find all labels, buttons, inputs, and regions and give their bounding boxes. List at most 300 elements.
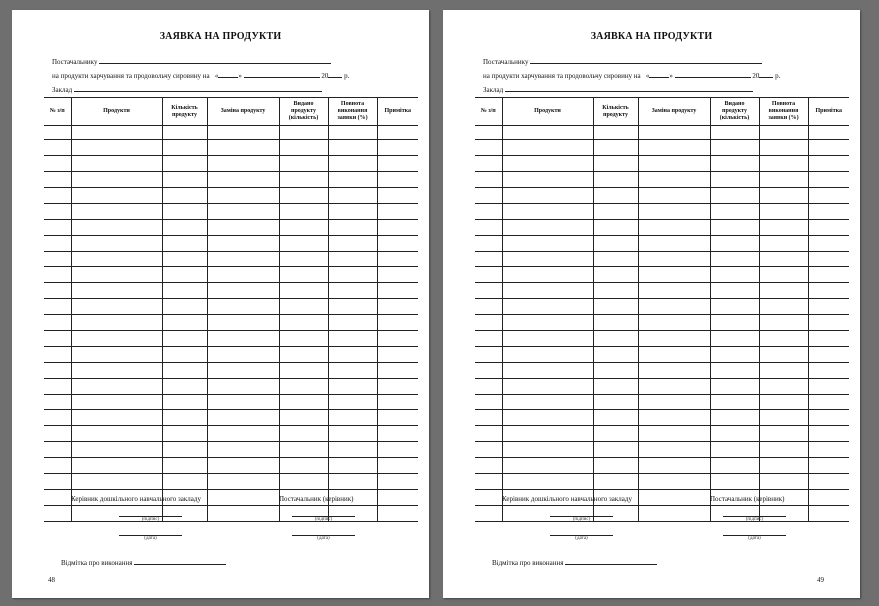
table-cell[interactable]: [279, 442, 328, 458]
table-cell[interactable]: [328, 251, 377, 267]
table-cell[interactable]: [279, 235, 328, 251]
table-cell[interactable]: [475, 458, 502, 474]
table-cell[interactable]: [593, 267, 638, 283]
table-cell[interactable]: [377, 330, 418, 346]
execution-mark-blank[interactable]: [134, 557, 226, 565]
table-cell[interactable]: [808, 442, 849, 458]
table-cell[interactable]: [475, 299, 502, 315]
table-cell[interactable]: [279, 156, 328, 172]
table-cell[interactable]: [759, 299, 808, 315]
table-cell[interactable]: [71, 315, 162, 331]
table-cell[interactable]: [475, 172, 502, 188]
table-cell[interactable]: [475, 283, 502, 299]
table-cell[interactable]: [377, 410, 418, 426]
table-cell[interactable]: [710, 458, 759, 474]
table-cell[interactable]: [44, 126, 71, 140]
table-cell[interactable]: [638, 315, 710, 331]
table-cell[interactable]: [44, 315, 71, 331]
table-cell[interactable]: [44, 187, 71, 203]
table-cell[interactable]: [475, 378, 502, 394]
table-cell[interactable]: [279, 474, 328, 490]
table-cell[interactable]: [710, 219, 759, 235]
table-cell[interactable]: [808, 140, 849, 156]
table-cell[interactable]: [377, 442, 418, 458]
table-cell[interactable]: [328, 362, 377, 378]
table-cell[interactable]: [162, 299, 207, 315]
table-cell[interactable]: [808, 156, 849, 172]
table-cell[interactable]: [475, 267, 502, 283]
table-cell[interactable]: [377, 283, 418, 299]
table-cell[interactable]: [475, 235, 502, 251]
table-cell[interactable]: [328, 394, 377, 410]
table-cell[interactable]: [502, 378, 593, 394]
table-cell[interactable]: [502, 267, 593, 283]
table-cell[interactable]: [162, 378, 207, 394]
table-cell[interactable]: [162, 346, 207, 362]
table-cell[interactable]: [279, 330, 328, 346]
table-cell[interactable]: [279, 140, 328, 156]
table-cell[interactable]: [279, 378, 328, 394]
table-cell[interactable]: [162, 283, 207, 299]
table-cell[interactable]: [71, 426, 162, 442]
table-cell[interactable]: [759, 330, 808, 346]
table-cell[interactable]: [162, 156, 207, 172]
table-cell[interactable]: [328, 426, 377, 442]
table-cell[interactable]: [502, 330, 593, 346]
table-cell[interactable]: [710, 235, 759, 251]
table-cell[interactable]: [593, 251, 638, 267]
table-cell[interactable]: [759, 458, 808, 474]
table-cell[interactable]: [710, 172, 759, 188]
institution-blank[interactable]: [505, 84, 753, 92]
table-cell[interactable]: [162, 442, 207, 458]
table-cell[interactable]: [759, 362, 808, 378]
table-cell[interactable]: [44, 267, 71, 283]
table-cell[interactable]: [162, 235, 207, 251]
table-cell[interactable]: [710, 315, 759, 331]
table-cell[interactable]: [44, 458, 71, 474]
table-cell[interactable]: [475, 426, 502, 442]
table-cell[interactable]: [279, 394, 328, 410]
table-cell[interactable]: [808, 299, 849, 315]
table-cell[interactable]: [475, 315, 502, 331]
table-cell[interactable]: [207, 362, 279, 378]
table-cell[interactable]: [44, 474, 71, 490]
table-cell[interactable]: [377, 203, 418, 219]
table-cell[interactable]: [279, 426, 328, 442]
table-cell[interactable]: [44, 251, 71, 267]
table-cell[interactable]: [502, 140, 593, 156]
table-cell[interactable]: [502, 458, 593, 474]
table-cell[interactable]: [71, 126, 162, 140]
table-cell[interactable]: [328, 203, 377, 219]
table-cell[interactable]: [502, 172, 593, 188]
table-cell[interactable]: [638, 378, 710, 394]
table-cell[interactable]: [279, 126, 328, 140]
table-cell[interactable]: [207, 187, 279, 203]
table-cell[interactable]: [710, 126, 759, 140]
table-cell[interactable]: [328, 458, 377, 474]
table-cell[interactable]: [502, 474, 593, 490]
table-cell[interactable]: [377, 315, 418, 331]
table-cell[interactable]: [44, 505, 71, 521]
table-cell[interactable]: [759, 203, 808, 219]
table-cell[interactable]: [207, 474, 279, 490]
table-cell[interactable]: [279, 187, 328, 203]
table-cell[interactable]: [71, 187, 162, 203]
table-cell[interactable]: [71, 156, 162, 172]
table-cell[interactable]: [162, 203, 207, 219]
table-cell[interactable]: [593, 378, 638, 394]
table-cell[interactable]: [162, 251, 207, 267]
table-cell[interactable]: [502, 283, 593, 299]
table-cell[interactable]: [710, 362, 759, 378]
table-cell[interactable]: [44, 346, 71, 362]
table-cell[interactable]: [207, 426, 279, 442]
table-cell[interactable]: [377, 219, 418, 235]
table-cell[interactable]: [638, 126, 710, 140]
table-cell[interactable]: [71, 346, 162, 362]
table-cell[interactable]: [710, 426, 759, 442]
table-cell[interactable]: [328, 442, 377, 458]
table-cell[interactable]: [279, 283, 328, 299]
table-cell[interactable]: [377, 489, 418, 505]
table-cell[interactable]: [71, 330, 162, 346]
table-cell[interactable]: [593, 140, 638, 156]
table-cell[interactable]: [377, 394, 418, 410]
table-cell[interactable]: [207, 235, 279, 251]
table-cell[interactable]: [808, 235, 849, 251]
table-cell[interactable]: [207, 203, 279, 219]
table-cell[interactable]: [207, 410, 279, 426]
table-cell[interactable]: [279, 458, 328, 474]
table-cell[interactable]: [759, 474, 808, 490]
table-cell[interactable]: [475, 140, 502, 156]
table-cell[interactable]: [328, 283, 377, 299]
month-blank[interactable]: [675, 70, 751, 78]
table-cell[interactable]: [377, 126, 418, 140]
year-blank[interactable]: [328, 70, 342, 78]
table-cell[interactable]: [638, 172, 710, 188]
table-cell[interactable]: [377, 426, 418, 442]
table-cell[interactable]: [475, 251, 502, 267]
table-cell[interactable]: [279, 315, 328, 331]
table-cell[interactable]: [162, 458, 207, 474]
table-cell[interactable]: [475, 474, 502, 490]
table-cell[interactable]: [502, 394, 593, 410]
table-cell[interactable]: [71, 140, 162, 156]
table-cell[interactable]: [475, 156, 502, 172]
table-cell[interactable]: [808, 426, 849, 442]
table-cell[interactable]: [475, 505, 502, 521]
table-cell[interactable]: [638, 410, 710, 426]
table-cell[interactable]: [808, 362, 849, 378]
table-cell[interactable]: [593, 219, 638, 235]
table-cell[interactable]: [759, 378, 808, 394]
table-cell[interactable]: [71, 458, 162, 474]
table-cell[interactable]: [71, 235, 162, 251]
table-cell[interactable]: [638, 251, 710, 267]
table-cell[interactable]: [44, 140, 71, 156]
table-cell[interactable]: [502, 187, 593, 203]
table-cell[interactable]: [279, 219, 328, 235]
table-cell[interactable]: [710, 156, 759, 172]
table-cell[interactable]: [808, 219, 849, 235]
table-cell[interactable]: [328, 410, 377, 426]
table-cell[interactable]: [710, 299, 759, 315]
table-cell[interactable]: [207, 126, 279, 140]
table-cell[interactable]: [162, 140, 207, 156]
table-cell[interactable]: [638, 187, 710, 203]
table-cell[interactable]: [328, 219, 377, 235]
table-cell[interactable]: [593, 283, 638, 299]
table-cell[interactable]: [808, 346, 849, 362]
table-cell[interactable]: [207, 156, 279, 172]
table-cell[interactable]: [759, 219, 808, 235]
table-cell[interactable]: [808, 283, 849, 299]
table-cell[interactable]: [162, 315, 207, 331]
table-cell[interactable]: [475, 187, 502, 203]
table-cell[interactable]: [328, 346, 377, 362]
table-cell[interactable]: [207, 315, 279, 331]
table-cell[interactable]: [808, 126, 849, 140]
table-cell[interactable]: [279, 346, 328, 362]
table-cell[interactable]: [207, 283, 279, 299]
table-cell[interactable]: [710, 410, 759, 426]
table-cell[interactable]: [593, 156, 638, 172]
table-cell[interactable]: [638, 140, 710, 156]
table-cell[interactable]: [808, 203, 849, 219]
table-cell[interactable]: [808, 474, 849, 490]
table-cell[interactable]: [475, 219, 502, 235]
table-cell[interactable]: [759, 346, 808, 362]
table-cell[interactable]: [162, 474, 207, 490]
supplier-blank[interactable]: [530, 56, 762, 64]
table-cell[interactable]: [808, 172, 849, 188]
day-blank[interactable]: [218, 70, 238, 78]
table-cell[interactable]: [638, 505, 710, 521]
table-cell[interactable]: [44, 426, 71, 442]
table-cell[interactable]: [593, 458, 638, 474]
table-cell[interactable]: [44, 235, 71, 251]
table-cell[interactable]: [710, 378, 759, 394]
table-cell[interactable]: [710, 251, 759, 267]
table-cell[interactable]: [377, 299, 418, 315]
table-cell[interactable]: [71, 410, 162, 426]
table-cell[interactable]: [279, 251, 328, 267]
table-cell[interactable]: [638, 267, 710, 283]
table-cell[interactable]: [207, 330, 279, 346]
table-cell[interactable]: [71, 283, 162, 299]
table-cell[interactable]: [71, 442, 162, 458]
table-cell[interactable]: [475, 126, 502, 140]
table-cell[interactable]: [502, 315, 593, 331]
table-cell[interactable]: [377, 378, 418, 394]
table-cell[interactable]: [377, 267, 418, 283]
table-cell[interactable]: [638, 458, 710, 474]
table-cell[interactable]: [593, 426, 638, 442]
table-cell[interactable]: [207, 219, 279, 235]
table-cell[interactable]: [377, 156, 418, 172]
table-cell[interactable]: [638, 299, 710, 315]
table-cell[interactable]: [759, 283, 808, 299]
table-cell[interactable]: [328, 235, 377, 251]
table-cell[interactable]: [593, 474, 638, 490]
table-cell[interactable]: [71, 378, 162, 394]
table-cell[interactable]: [207, 394, 279, 410]
table-cell[interactable]: [44, 442, 71, 458]
table-cell[interactable]: [808, 267, 849, 283]
table-cell[interactable]: [377, 474, 418, 490]
table-cell[interactable]: [207, 251, 279, 267]
table-cell[interactable]: [207, 299, 279, 315]
table-cell[interactable]: [710, 346, 759, 362]
table-cell[interactable]: [710, 140, 759, 156]
table-cell[interactable]: [710, 474, 759, 490]
table-cell[interactable]: [638, 362, 710, 378]
table-cell[interactable]: [377, 362, 418, 378]
table-cell[interactable]: [638, 346, 710, 362]
table-cell[interactable]: [328, 140, 377, 156]
table-cell[interactable]: [279, 203, 328, 219]
table-cell[interactable]: [207, 489, 279, 505]
table-cell[interactable]: [593, 346, 638, 362]
table-cell[interactable]: [638, 283, 710, 299]
table-cell[interactable]: [475, 489, 502, 505]
table-cell[interactable]: [71, 362, 162, 378]
table-cell[interactable]: [71, 299, 162, 315]
table-cell[interactable]: [808, 394, 849, 410]
table-cell[interactable]: [207, 346, 279, 362]
day-blank[interactable]: [649, 70, 669, 78]
table-cell[interactable]: [279, 299, 328, 315]
table-cell[interactable]: [710, 187, 759, 203]
table-cell[interactable]: [759, 235, 808, 251]
table-cell[interactable]: [44, 362, 71, 378]
table-cell[interactable]: [593, 203, 638, 219]
table-cell[interactable]: [377, 172, 418, 188]
table-cell[interactable]: [162, 172, 207, 188]
table-cell[interactable]: [328, 474, 377, 490]
table-cell[interactable]: [279, 410, 328, 426]
table-cell[interactable]: [502, 426, 593, 442]
table-cell[interactable]: [759, 172, 808, 188]
table-cell[interactable]: [638, 156, 710, 172]
table-cell[interactable]: [808, 378, 849, 394]
table-cell[interactable]: [44, 410, 71, 426]
table-cell[interactable]: [502, 156, 593, 172]
table-cell[interactable]: [502, 126, 593, 140]
table-cell[interactable]: [377, 505, 418, 521]
table-cell[interactable]: [377, 235, 418, 251]
table-cell[interactable]: [377, 346, 418, 362]
table-cell[interactable]: [207, 458, 279, 474]
table-cell[interactable]: [710, 442, 759, 458]
table-cell[interactable]: [808, 410, 849, 426]
table-cell[interactable]: [328, 187, 377, 203]
table-cell[interactable]: [71, 219, 162, 235]
table-cell[interactable]: [710, 283, 759, 299]
table-cell[interactable]: [759, 442, 808, 458]
table-cell[interactable]: [638, 203, 710, 219]
table-cell[interactable]: [638, 235, 710, 251]
table-cell[interactable]: [593, 187, 638, 203]
table-cell[interactable]: [207, 442, 279, 458]
table-cell[interactable]: [502, 235, 593, 251]
table-cell[interactable]: [475, 346, 502, 362]
table-cell[interactable]: [71, 172, 162, 188]
table-cell[interactable]: [808, 505, 849, 521]
table-cell[interactable]: [71, 474, 162, 490]
table-cell[interactable]: [593, 442, 638, 458]
table-cell[interactable]: [328, 315, 377, 331]
table-cell[interactable]: [377, 251, 418, 267]
table-cell[interactable]: [808, 251, 849, 267]
table-cell[interactable]: [328, 126, 377, 140]
table-cell[interactable]: [377, 187, 418, 203]
table-cell[interactable]: [638, 426, 710, 442]
table-cell[interactable]: [207, 172, 279, 188]
table-cell[interactable]: [638, 489, 710, 505]
table-cell[interactable]: [502, 219, 593, 235]
table-cell[interactable]: [475, 330, 502, 346]
table-cell[interactable]: [593, 362, 638, 378]
table-cell[interactable]: [162, 410, 207, 426]
table-cell[interactable]: [44, 203, 71, 219]
table-cell[interactable]: [759, 315, 808, 331]
supplier-blank[interactable]: [99, 56, 331, 64]
table-cell[interactable]: [638, 474, 710, 490]
table-cell[interactable]: [328, 267, 377, 283]
table-cell[interactable]: [475, 394, 502, 410]
table-cell[interactable]: [328, 378, 377, 394]
table-cell[interactable]: [638, 219, 710, 235]
table-cell[interactable]: [328, 330, 377, 346]
month-blank[interactable]: [244, 70, 320, 78]
table-cell[interactable]: [759, 251, 808, 267]
table-cell[interactable]: [808, 187, 849, 203]
table-cell[interactable]: [162, 126, 207, 140]
table-cell[interactable]: [207, 378, 279, 394]
table-cell[interactable]: [475, 410, 502, 426]
table-cell[interactable]: [502, 299, 593, 315]
institution-blank[interactable]: [74, 84, 322, 92]
table-cell[interactable]: [162, 267, 207, 283]
table-cell[interactable]: [502, 251, 593, 267]
table-cell[interactable]: [593, 394, 638, 410]
table-cell[interactable]: [638, 394, 710, 410]
table-cell[interactable]: [808, 315, 849, 331]
table-cell[interactable]: [638, 330, 710, 346]
table-cell[interactable]: [71, 251, 162, 267]
table-cell[interactable]: [710, 394, 759, 410]
table-cell[interactable]: [502, 410, 593, 426]
table-cell[interactable]: [808, 458, 849, 474]
table-cell[interactable]: [759, 426, 808, 442]
table-cell[interactable]: [328, 299, 377, 315]
table-cell[interactable]: [593, 410, 638, 426]
table-cell[interactable]: [44, 489, 71, 505]
table-cell[interactable]: [207, 267, 279, 283]
table-cell[interactable]: [759, 267, 808, 283]
table-cell[interactable]: [44, 394, 71, 410]
table-cell[interactable]: [377, 458, 418, 474]
table-cell[interactable]: [593, 330, 638, 346]
table-cell[interactable]: [593, 315, 638, 331]
table-cell[interactable]: [759, 126, 808, 140]
table-cell[interactable]: [71, 267, 162, 283]
table-cell[interactable]: [44, 299, 71, 315]
